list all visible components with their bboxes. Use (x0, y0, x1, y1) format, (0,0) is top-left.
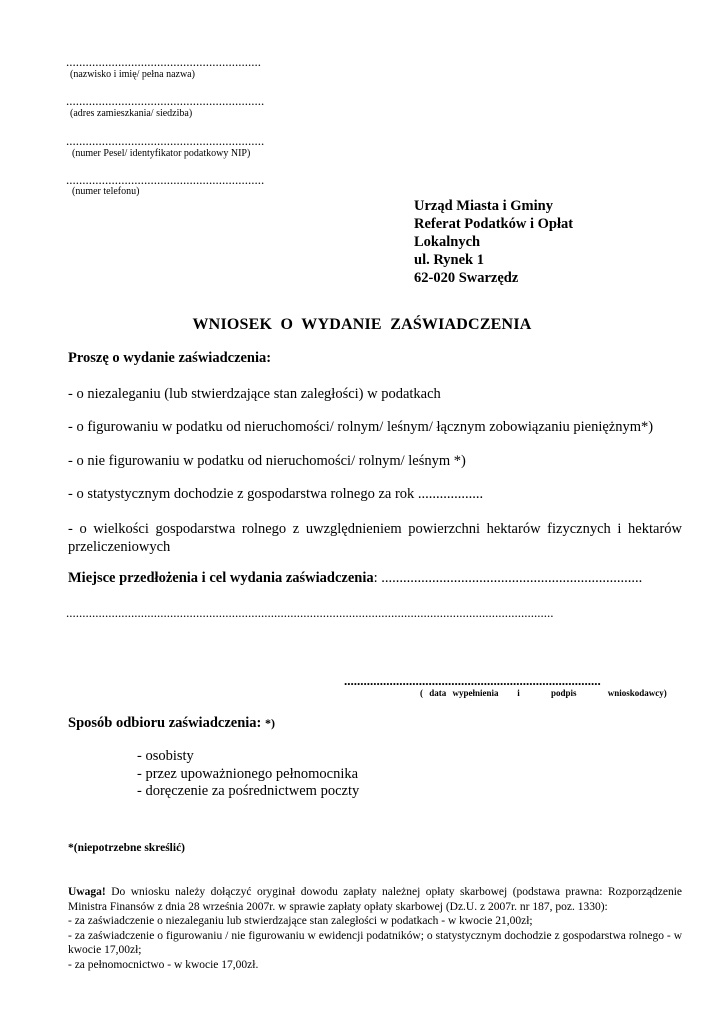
signature-dots[interactable]: ............................................................................... (344, 673, 601, 688)
recipient-line: 62-020 Swarzędz (414, 270, 519, 286)
delivery-marker: *) (265, 716, 275, 730)
purpose-label: Miejsce przedłożenia i cel wydania zaświadczenia (68, 570, 374, 586)
option-item[interactable]: - o nie figurowaniu w podatku od nieruchomości/ rolnym/ leśnym *) (68, 453, 466, 469)
purpose-dots[interactable]: : ........................................................................ (373, 570, 643, 586)
fee-item: - za pełnomocnictwo - w kwocie 17,00zł. (68, 958, 259, 971)
delivery-options (137, 748, 359, 801)
address-field-caption: (adres zamieszkania/ siedziba) (70, 108, 193, 119)
option-item[interactable]: - o niezaleganiu (lub stwierdzające stan zaległości) w podatkach (68, 386, 441, 402)
warning-label: Uwaga! (68, 886, 106, 898)
name-field-dots[interactable]: ............................................................ (66, 54, 261, 69)
option-item[interactable]: - o statystycznym dochodzie z gospodarstwa rolnego za rok .................. (68, 486, 484, 502)
request-heading: Proszę o wydanie zaświadczenia: (68, 350, 272, 366)
recipient-line: Lokalnych (414, 234, 481, 250)
fee-item: - za zaświadczenie o niezaleganiu lub stwierdzające stan zaległości w podatkach - w kwocie 21,00zł; (68, 915, 533, 927)
warning-paragraph (68, 885, 682, 914)
address-field-dots[interactable]: ............................................................. (66, 93, 265, 108)
delivery-label: Sposób odbioru zaświadczenia: (68, 715, 262, 731)
pesel-field-dots[interactable]: ............................................................. (66, 133, 265, 148)
phone-field-caption: (numer telefonu) (72, 186, 140, 197)
recipient-address (414, 197, 573, 287)
delivery-option[interactable]: - osobisty (137, 748, 194, 764)
footnote: *(niepotrzebne skreślić) (68, 842, 186, 854)
purpose-dots-line2[interactable]: ...................................................................................................................................................... (66, 605, 554, 620)
fee-item: - za zaświadczenie o figurowaniu / nie figurowaniu w ewidencji podatników; o statystycznym dochodzie z gospodarstwa rolnego - w kwocie 17,00zł; (68, 929, 682, 956)
warning-text: Do wniosku należy dołączyć oryginał dowodu zapłaty należnej opłaty skarbowej (podstawa prawna: Rozporządzenie Ministra Finansów z dnia 28 września 2007r. w sprawie zapłaty opłaty skarbowej (Dz.U. z 2007r. nr 187, poz. 1330): (68, 886, 683, 913)
option-item[interactable]: - o figurowaniu w podatku od nieruchomości/ rolnym/ leśnym/ łącznym zobowiązaniu pieniężnym*) (68, 419, 654, 435)
delivery-option[interactable]: - przez upoważnionego pełnomocnika (137, 765, 359, 782)
warning-note (68, 885, 682, 972)
delivery-option[interactable]: - doręczenie za pośrednictwem poczty (137, 783, 360, 799)
recipient-line: Urząd Miasta i Gminy (414, 198, 553, 214)
pesel-field-caption: (numer Pesel/ identyfikator podatkowy NIP) (72, 148, 251, 159)
name-field-caption: (nazwisko i imię/ pełna nazwa) (70, 69, 195, 80)
option-item[interactable]: - o wielkości gospodarstwa rolnego z uwzględnieniem powierzchni hektarów fizycznych i hektarów przeliczeniowych (68, 521, 682, 555)
recipient-line: Referat Podatków i Opłat (414, 216, 574, 232)
signature-caption: ( data wypełnienia i podpis wnioskodawcy) (420, 688, 667, 698)
phone-field-dots[interactable]: ............................................................. (66, 172, 265, 187)
recipient-line: ul. Rynek 1 (414, 252, 484, 268)
purpose-line[interactable] (68, 570, 642, 587)
delivery-heading (68, 715, 275, 732)
page-title: WNIOSEK O WYDANIE ZAŚWIADCZENIA (192, 316, 532, 333)
